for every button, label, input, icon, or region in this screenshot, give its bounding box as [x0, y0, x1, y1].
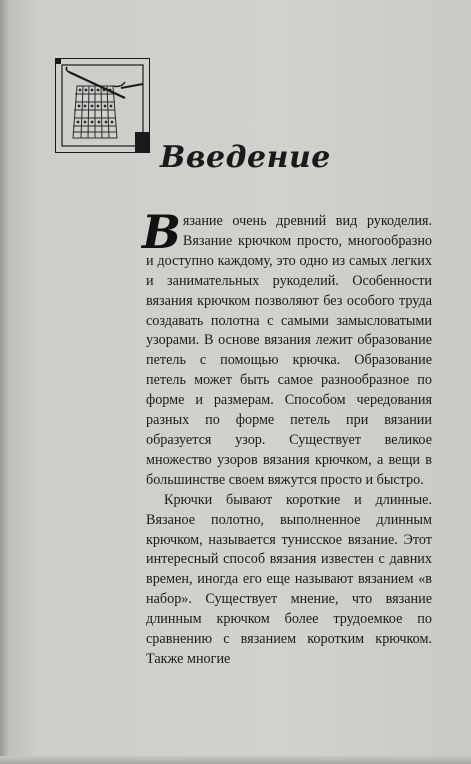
crochet-swatch-icon: [55, 58, 150, 153]
page-bottom-edge: [0, 756, 471, 764]
drop-cap: В: [142, 205, 181, 259]
paragraph-1-text: язание очень древний вид рукоделия. Вязание крючком просто, многообразно и доступно каждому, это одно из самых легких и занимательных рукоделий. Особенности вязания крючком позволяют без особого труда создавать полотна с самыми замысловатыми узорами. В основе вязания лежит образование петель с помощью крючка. Образование петель может быть самое разнообразное по форме и размерам. Способом чередования разных по форме петель при вязании образуется узор. Существует великое множество узоров вязания крючком, а вещи в большинстве своем вяжутся просто и быстро.: [146, 213, 432, 488]
chapter-title: Введение: [160, 140, 331, 175]
page-spine-shadow: [0, 0, 10, 764]
chapter-emblem: [55, 58, 150, 153]
paragraph-2: Крючки бывают короткие и длинные. Вязаное полотно, выполненное длинным крючком, называется тунисское вязание. Этот интересный способ вязания известен с давних времен, иногда его еще называют вязанием «в набор». Существует мнение, что вязание длинным крючком более трудоемкое по сравнению с вязанием коротким крючком. Также многие: [146, 491, 432, 667]
paragraph-1: [142, 205, 432, 491]
body-text: [142, 205, 432, 670]
